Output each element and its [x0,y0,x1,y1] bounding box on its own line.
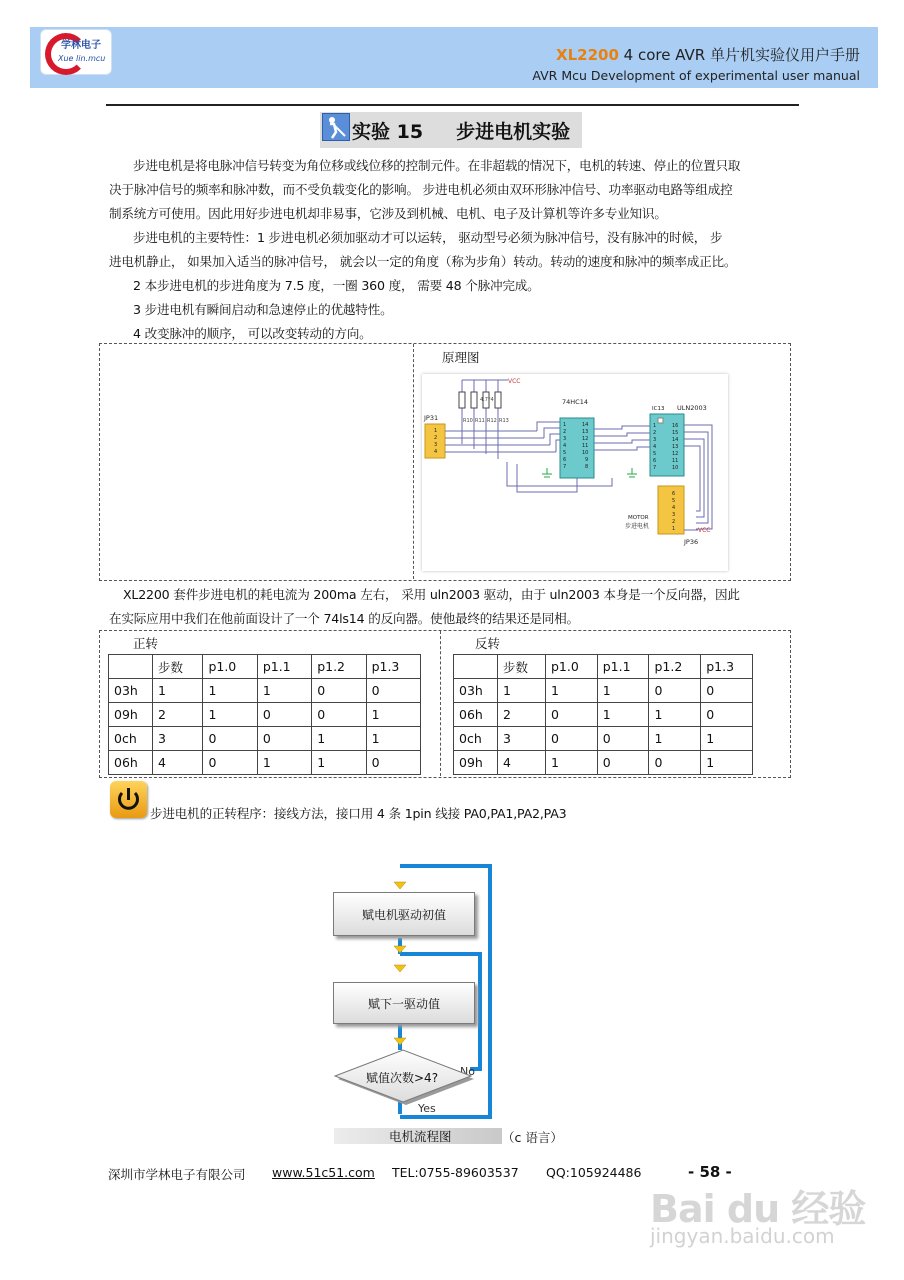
page-number: - 58 - [688,1163,732,1181]
watermark-url: jingyan.baidu.com [650,1224,835,1248]
svg-text:14: 14 [672,437,679,443]
table-row [109,679,421,703]
table-row [454,655,753,679]
table-cell: 0 [203,751,257,775]
paragraph-line: 制系统方可使用。因此用好步进电机却非易事，它涉及到机械、电机、电子及计算机等许多专业知识。 [109,206,667,221]
svg-text:4: 4 [434,449,438,455]
table-cell: 4 [153,751,203,775]
svg-text:5: 5 [672,498,676,504]
table-cell: p1.2 [312,655,366,679]
svg-text:5: 5 [653,451,657,457]
table-cell: 0 [649,751,701,775]
footer-tel: TEL:0755-89603537 [392,1165,519,1180]
table-cell: 1 [257,679,311,703]
flow-language: （c 语言） [502,1130,563,1145]
program-note: 步进电机的正转程序：接线方法，接口用 4 条 1pin 线接 PA0,PA1,PA2,PA3 [150,806,567,821]
table-cell: p1.0 [546,655,598,679]
table-cell: 1 [649,727,701,751]
table-cell: 1 [203,703,257,727]
vcc-label-1: VCC [508,378,521,385]
table-cell: 0 [597,727,649,751]
table-row [109,727,421,751]
table-cell: 1 [312,727,366,751]
svg-text:8: 8 [585,464,589,470]
table-cell: 1 [546,751,598,775]
svg-text:2: 2 [653,430,657,436]
header-rule [106,104,799,106]
svg-text:3: 3 [653,437,657,443]
table-cell: 0 [366,679,420,703]
chip-74hc14-label: 74HC14 [562,398,588,406]
table-row [454,751,753,775]
svg-text:13: 13 [672,444,679,450]
manual-subtitle: AVR Mcu Development of experimental user manual [532,68,860,83]
svg-text:11: 11 [582,443,589,449]
svg-text:1: 1 [563,422,567,428]
paragraph-line: 步进电机是将电脉冲信号转变为角位移或线位移的控制元件。在非超载的情况下，电机的转速、停止的位置只取 [133,158,741,173]
forward-table [108,654,421,775]
no-label: No [460,1065,475,1078]
table-cell: 1 [498,679,546,703]
flow-next-box: 赋下一驱动值 [333,982,475,1024]
svg-text:2: 2 [672,519,676,525]
table-cell: 1 [312,751,366,775]
table-cell: 步数 [498,655,546,679]
svg-text:1: 1 [653,423,657,429]
table-cell: 0 [701,703,753,727]
table-cell: 2 [498,703,546,727]
manual-title [556,44,860,65]
table-cell: p1.2 [649,655,701,679]
table-cell: 09h [454,751,498,775]
svg-text:4: 4 [672,505,676,511]
table-cell: 0 [312,703,366,727]
paragraph-line: 2 本步进电机的步进角度为 7.5 度，一圈 360 度， 需要 48 个脉冲完成。 [133,278,540,293]
svg-text:6: 6 [653,458,657,464]
svg-text:4: 4 [653,444,657,450]
brand-name: XL2200 [556,46,619,64]
watermark-brand: Bai du 经验 [650,1187,866,1231]
table-cell: p1.1 [257,655,311,679]
table-cell: 0ch [454,727,498,751]
table-cell: p1.0 [203,655,257,679]
vcc-label-2: VCC [698,527,711,534]
resistor-r11: R11 [475,418,485,424]
table-cell [454,655,498,679]
svg-text:1: 1 [672,526,676,532]
reverse-table [453,654,753,775]
table-cell: 1 [153,679,203,703]
jp36-label: JP36 [684,538,699,546]
schematic-diagram [422,374,728,571]
svg-text:6: 6 [672,491,676,497]
table-cell: p1.3 [701,655,753,679]
manual-title-rest: 4 core AVR 单片机实验仪用户手册 [618,46,860,64]
svg-text:7: 7 [653,465,657,471]
table-cell: p1.3 [366,655,420,679]
table-cell: 步数 [153,655,203,679]
table-cell: 0 [312,679,366,703]
table-cell: 0 [203,727,257,751]
svg-text:3: 3 [434,442,438,448]
yes-label: Yes [418,1102,436,1115]
motor-label: MOTOR [628,515,649,521]
table-cell: 06h [109,751,153,775]
svg-text:5: 5 [563,450,567,456]
flow-init-box: 赋电机驱动初值 [333,892,475,936]
svg-text:2: 2 [563,429,567,435]
table-cell: 1 [597,703,649,727]
schematic-label: 原理图 [442,350,480,365]
company-logo [40,29,112,75]
table-cell: 1 [366,727,420,751]
table-cell: 1 [546,679,598,703]
jp31-label: JP31 [424,414,439,422]
svg-text:2: 2 [434,435,438,441]
svg-text:15: 15 [672,430,679,436]
svg-text:10: 10 [672,465,679,471]
table-cell [109,655,153,679]
table-cell: 09h [109,703,153,727]
resistor-r13: R13 [499,418,509,424]
table-cell: 1 [701,727,753,751]
flow-decision-text: 赋值次数>4? [366,1071,439,1085]
table-cell: 03h [109,679,153,703]
table-cell: 0 [257,703,311,727]
resistor-r10: R10 [463,418,473,424]
footer-company: 深圳市学林电子有限公司 [108,1167,246,1182]
logo-text-cn: 学林电子 [61,40,101,51]
table-cell: 0 [701,679,753,703]
table-cell: 1 [366,703,420,727]
paragraph-line: 4 改变脉冲的顺序， 可以改变转动的方向。 [133,326,372,341]
table-cell: 03h [454,679,498,703]
footer-url-link[interactable]: www.51c51.com [272,1165,375,1180]
flow-caption: 电机流程图 [389,1129,452,1144]
svg-text:7: 7 [563,464,567,470]
paragraph-line: 3 步进电机有瞬间启动和急速停止的优越特性。 [133,302,393,317]
table-cell: 0 [546,703,598,727]
paragraph-line: 进电机静止， 如果加入适当的脉冲信号， 就会以一定的角度（称为步角）转动。转动的速度和脉冲的频率成正比。 [109,254,737,269]
svg-text:13: 13 [582,429,589,435]
table-row [454,679,753,703]
table-cell: 1 [649,703,701,727]
table-cell: 1 [257,751,311,775]
forward-label: 正转 [133,636,159,651]
svg-text:3: 3 [672,512,676,518]
table-cell: 0 [546,727,598,751]
table-cell: 1 [597,679,649,703]
chip-uln2003-label: ULN2003 [677,404,707,412]
svg-text:3: 3 [563,436,567,442]
svg-text:4: 4 [563,443,567,449]
table-row [454,703,753,727]
svg-text:12: 12 [672,451,679,457]
table-cell: 0 [366,751,420,775]
schematic-divider [413,344,414,579]
worker-icon [322,113,350,141]
table-cell: 06h [454,703,498,727]
power-icon [110,781,147,818]
table-cell: 1 [203,679,257,703]
table-row [109,751,421,775]
table-cell: 0 [257,727,311,751]
svg-text:11: 11 [672,458,679,464]
table-cell: 0 [649,679,701,703]
tables-divider [440,631,441,776]
table-cell: 0 [597,751,649,775]
table-cell: 3 [498,727,546,751]
paragraph-line: 在实际应用中我们在他前面设计了一个 74ls14 的反向器。使他最终的结果还是同相。 [109,611,579,626]
table-cell: 2 [153,703,203,727]
paragraph-line: XL2200 套件步进电机的耗电流为 200ma 左右， 采用 uln2003 驱动，由于 uln2003 本身是一个反向器，因此 [123,587,740,602]
svg-text:12: 12 [582,436,589,442]
paragraph-line: 步进电机的主要特性：1 步进电机必须加驱动才可以运转， 驱动型号必须为脉冲信号，没有脉冲的时候， 步 [133,230,723,245]
svg-text:10: 10 [582,450,589,456]
table-row [109,703,421,727]
paragraph-line: 决于脉冲信号的频率和脉冲数，而不受负载变化的影响。 步进电机必须由双环形脉冲信号、功率驱动电路等组成控 [109,182,733,197]
table-cell: 0ch [109,727,153,751]
table-cell: 3 [153,727,203,751]
section-title: 实验 15 步进电机实验 [352,121,571,143]
reverse-label: 反转 [475,636,501,651]
footer-qq: QQ:105924486 [546,1165,642,1180]
table-cell: p1.1 [597,655,649,679]
table-row [454,727,753,751]
logo-text-en: Xue lin.mcu [58,54,106,63]
resistor-value: 4.7*4 [480,397,494,403]
table-cell: 4 [498,751,546,775]
resistor-r12: R12 [487,418,497,424]
table-row [109,655,421,679]
svg-text:16: 16 [672,423,679,429]
svg-text:1: 1 [434,428,438,434]
svg-text:6: 6 [563,457,567,463]
ic13-label: IC13 [652,406,665,412]
motor-label-cn: 步进电机 [625,523,650,530]
svg-text:9: 9 [585,457,589,463]
table-cell: 1 [701,751,753,775]
svg-text:14: 14 [582,422,589,428]
